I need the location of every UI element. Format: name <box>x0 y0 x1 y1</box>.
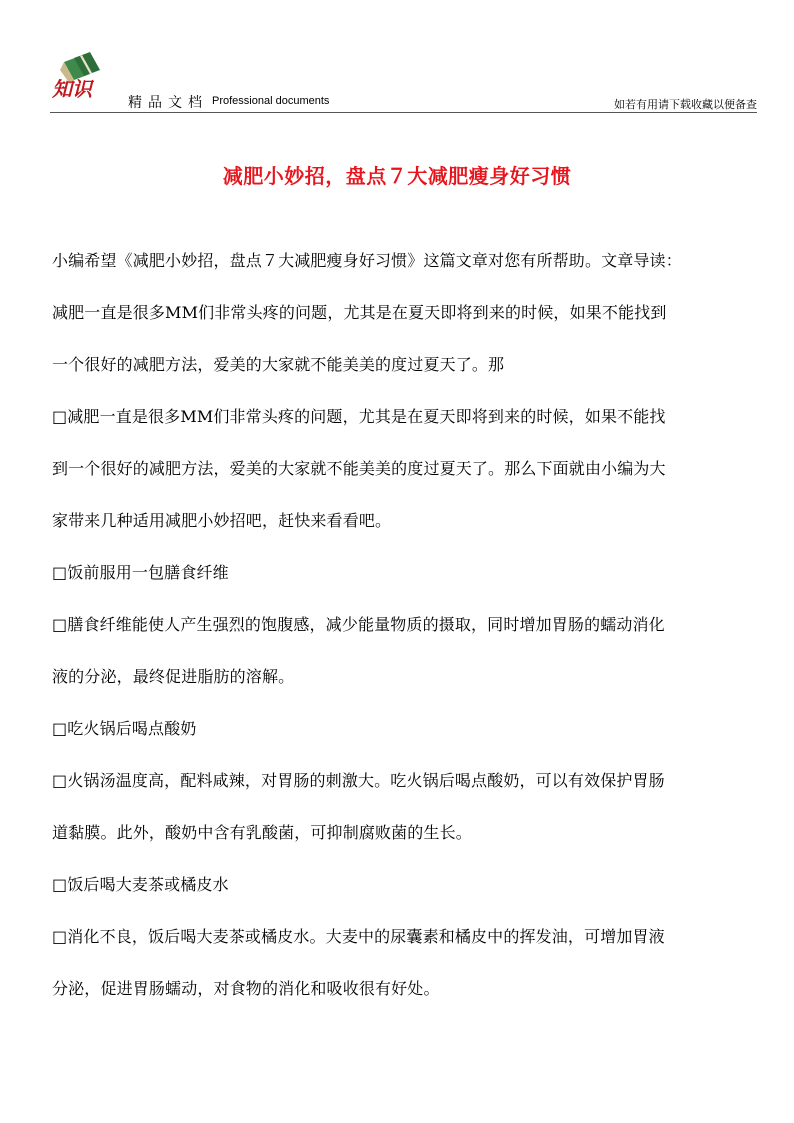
text-line: □消化不良，饭后喝大麦茶或橘皮水。大麦中的尿囊素和橘皮中的挥发油，可增加胃液 <box>52 927 665 946</box>
paragraph <box>52 608 768 712</box>
book-logo-icon <box>50 52 112 104</box>
text-line: 减肥一直是很多MM们非常头疼的问题，尤其是在夏天即将到来的时候，如果不能找到 <box>52 303 667 322</box>
text-line: □饭后喝大麦茶或橘皮水 <box>52 875 229 894</box>
text-line: □吃火锅后喝点酸奶 <box>52 719 197 738</box>
document-body <box>52 244 768 1006</box>
text-line: 到一个很好的减肥方法，爱美的大家就不能美美的度过夏天了。那么下面就由小编为大 <box>52 459 666 478</box>
text-line: □减肥一直是很多MM们非常头疼的问题，尤其是在夏天即将到来的时候，如果不能找 <box>52 407 666 426</box>
paragraph <box>52 400 768 556</box>
section-heading <box>52 868 768 920</box>
text-line: 小编希望《减肥小妙招，盘点７大减肥瘦身好习惯》这篇文章对您有所帮助。文章导读： <box>52 251 682 270</box>
text-line: 家带来几种适用减肥小妙招吧，赶快来看看吧。 <box>52 511 392 530</box>
text-line: □饭前服用一包膳食纤维 <box>52 563 229 582</box>
page-header <box>50 52 757 112</box>
document-title: 减肥小妙招，盘点７大减肥瘦身好习惯 <box>222 164 572 188</box>
text-line: □火锅汤温度高，配料咸辣，对胃肠的刺激大。吃火锅后喝点酸奶，可以有效保护胃肠 <box>52 771 665 790</box>
text-line: 液的分泌，最终促进脂肪的溶解。 <box>52 667 295 686</box>
text-line: □膳食纤维能使人产生强烈的饱腹感，减少能量物质的摄取，同时增加胃肠的蠕动消化 <box>52 615 665 634</box>
header-brand-text: 精品文档 <box>128 95 208 111</box>
text-line: 一个很好的减肥方法，爱美的大家就不能美美的度过夏天了。那 <box>52 355 505 374</box>
header-brand-english: Professional documents <box>212 95 330 107</box>
paragraph <box>52 920 768 1006</box>
section-heading <box>52 712 768 764</box>
section-heading <box>52 556 768 608</box>
text-line: 道黏膜。此外，酸奶中含有乳酸菌，可抑制腐败菌的生长。 <box>52 823 472 842</box>
header-note: 如若有用请下载收藏以便备查 <box>614 98 757 111</box>
text-line: 分泌，促进胃肠蠕动，对食物的消化和吸收很有好处。 <box>52 979 440 998</box>
paragraph <box>52 244 768 400</box>
svg-text:知识: 知识 <box>52 77 92 101</box>
header-divider <box>50 112 757 113</box>
paragraph <box>52 764 768 868</box>
